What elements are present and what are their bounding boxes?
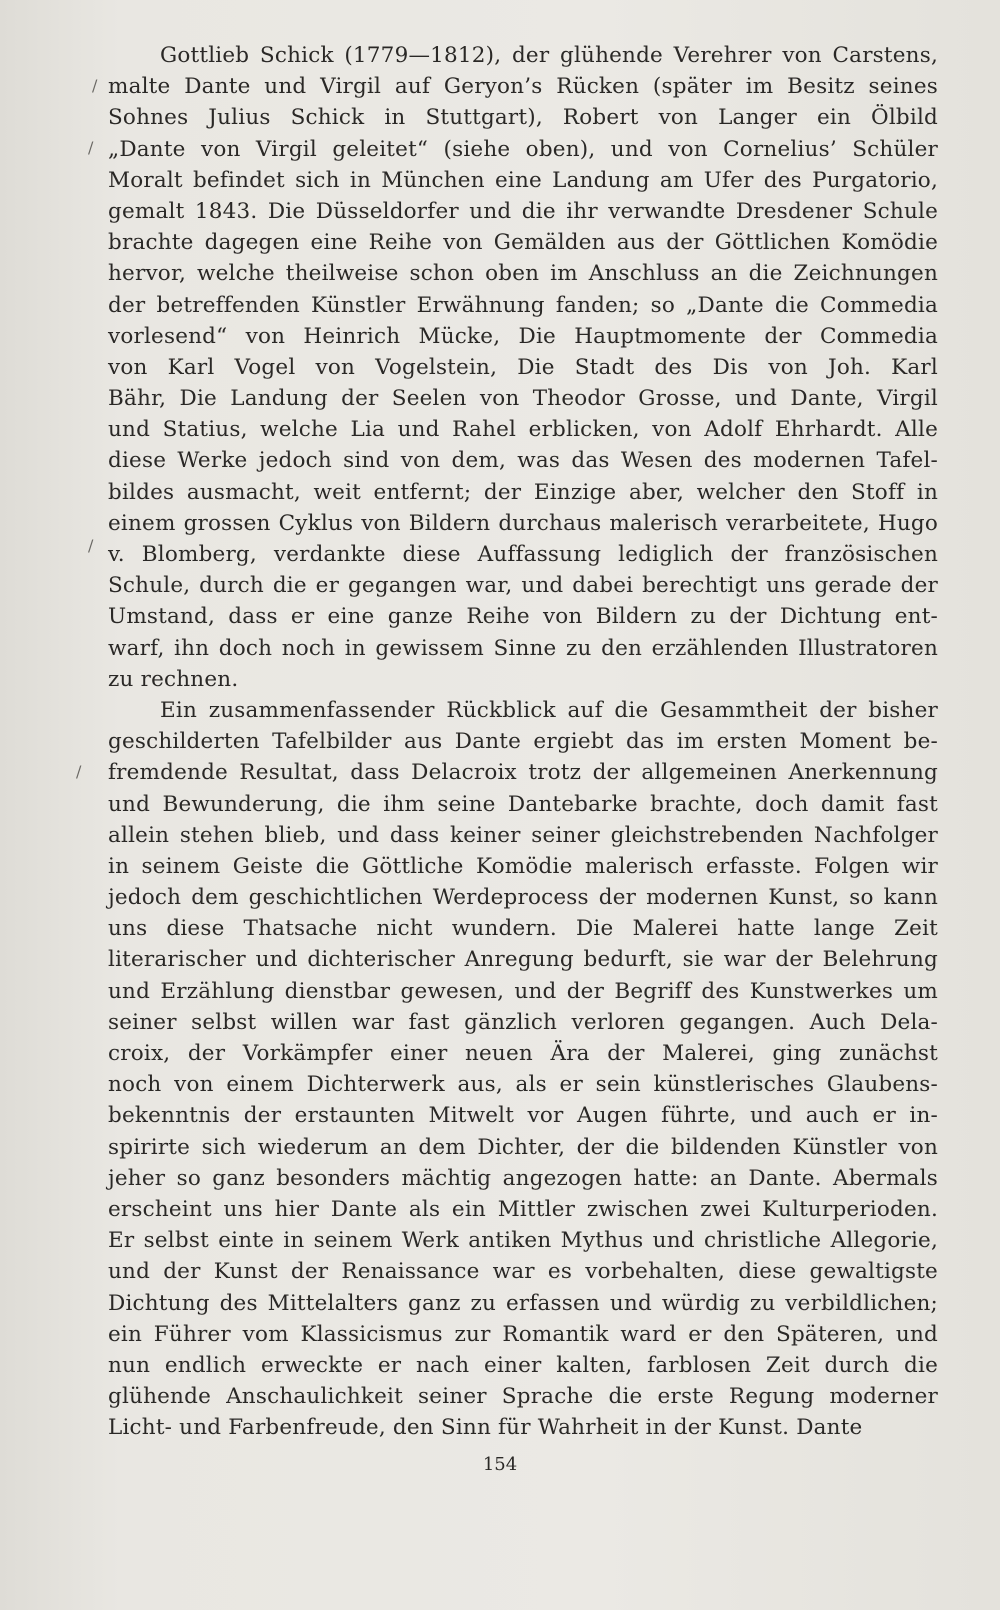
text-line: Bähr, Die Landung der Seelen von Theodor Grosse, und Dante, Virgil xyxy=(108,386,938,412)
body-text xyxy=(108,40,938,1443)
text-line: croix, der Vorkämpfer einer neuen Ära der Malerei, ging zunächst xyxy=(108,1041,938,1066)
text-line: einem grossen Cyklus von Bildern durchaus malerisch verarbeitete, Hugo xyxy=(108,510,938,536)
margin-pencil-mark: / xyxy=(92,76,98,95)
text-line: zu rechnen. xyxy=(108,666,239,692)
text-line: Schule, durch die er gegangen war, und dabei berechtigt uns gerade der xyxy=(108,573,938,599)
text-line: erscheint uns hier Dante als ein Mittler zwischen zwei Kulturperioden. xyxy=(108,1196,938,1222)
text-line: Licht- und Farbenfreude, den Sinn für Wahrheit in der Kunst. Dante xyxy=(108,1415,863,1441)
text-line: geschilderten Tafelbilder aus Dante ergiebt das im ersten Moment be- xyxy=(108,729,938,755)
text-line: v. Blomberg, verdankte diese Auffassung lediglich der französischen xyxy=(108,542,938,567)
text-line: Moralt befindet sich in München eine Landung am Ufer des Purgatorio, xyxy=(108,167,938,193)
text-line: und Statius, welche Lia und Rahel erblicken, von Adolf Ehrhardt. Alle xyxy=(108,417,938,443)
paragraph xyxy=(108,695,938,1444)
text-line: spirirte sich wiederum an dem Dichter, der die bildenden Künstler von xyxy=(108,1134,938,1160)
text-line: jedoch dem geschichtlichen Werdeprocess der modernen Kunst, so kann xyxy=(108,885,938,911)
text-line: gemalt 1843. Die Düsseldorfer und die ihr verwandte Dresdener Schule xyxy=(108,198,938,224)
text-line: von Karl Vogel von Vogelstein, Die Stadt des Dis von Joh. Karl xyxy=(108,354,938,380)
text-line: und der Kunst der Renaissance war es vorbehalten, diese gewaltigste xyxy=(108,1259,938,1285)
margin-pencil-mark: / xyxy=(76,762,82,781)
text-line: bildes ausmacht, weit entfernt; der Einzige aber, welcher den Stoff in xyxy=(108,479,938,505)
text-line: jeher so ganz besonders mächtig angezogen hatte: an Dante. Abermals xyxy=(108,1165,938,1191)
text-line: und Bewunderung, die ihm seine Dantebarke brachte, doch damit fast xyxy=(108,791,938,817)
margin-pencil-mark: / xyxy=(88,138,94,157)
text-line: Sohnes Julius Schick in Stuttgart), Robert von Langer ein Ölbild xyxy=(108,105,938,131)
text-line: „Dante von Virgil geleitet“ (siehe oben), und von Cornelius’ Schüler xyxy=(108,136,938,162)
text-line: in seinem Geiste die Göttliche Komödie malerisch erfasste. Folgen wir xyxy=(108,853,938,879)
text-line: Gottlieb Schick (1779—1812), der glühende Verehrer von Carstens, xyxy=(160,43,938,68)
text-line: und Erzählung dienstbar gewesen, und der Begriff des Kunstwerkes um xyxy=(108,978,938,1004)
text-line: glühende Anschaulichkeit seiner Sprache die erste Regung moderner xyxy=(108,1384,938,1410)
text-line: nun endlich erweckte er nach einer kalten, farblosen Zeit durch die xyxy=(108,1352,938,1378)
page-number: 154 xyxy=(482,1454,518,1475)
text-line: seiner selbst willen war fast gänzlich verloren gegangen. Auch Dela- xyxy=(108,1009,938,1035)
text-line: fremdende Resultat, dass Delacroix trotz der allgemeinen Anerkennung xyxy=(108,760,938,786)
text-line: warf, ihn doch noch in gewissem Sinne zu den erzählenden Illustratoren xyxy=(108,635,938,661)
text-line: bekenntnis der erstaunten Mitwelt vor Augen führte, und auch er in- xyxy=(108,1103,938,1129)
text-line: Ein zusammenfassender Rückblick auf die Gesammtheit der bisher xyxy=(160,697,938,723)
text-line: noch von einem Dichterwerk aus, als er sein künstlerisches Glaubens- xyxy=(108,1072,938,1098)
text-line: malte Dante und Virgil auf Geryon’s Rücken (später im Besitz seines xyxy=(108,74,938,100)
text-line: Dichtung des Mittelalters ganz zu erfassen und würdig zu verbildlichen; xyxy=(108,1290,938,1316)
text-line: uns diese Thatsache nicht wundern. Die Malerei hatte lange Zeit xyxy=(108,916,938,942)
margin-pencil-mark: / xyxy=(88,536,94,555)
text-line: hervor, welche theilweise schon oben im Anschluss an die Zeichnungen xyxy=(108,261,938,287)
text-line: Er selbst einte in seinem Werk antiken Mythus und christliche Allegorie, xyxy=(108,1228,938,1254)
text-line: diese Werke jedoch sind von dem, was das Wesen des modernen Tafel- xyxy=(108,448,938,474)
text-line: der betreffenden Künstler Erwähnung fanden; so „Dante die Commedia xyxy=(108,292,938,318)
text-line: ein Führer vom Klassicismus zur Romantik ward er den Späteren, und xyxy=(108,1321,938,1347)
paragraph xyxy=(108,40,938,695)
text-line: literarischer und dichterischer Anregung bedurft, sie war der Belehrung xyxy=(108,947,938,973)
text-line: Umstand, dass er eine ganze Reihe von Bildern zu der Dichtung ent- xyxy=(108,604,938,630)
text-line: brachte dagegen eine Reihe von Gemälden aus der Göttlichen Komödie xyxy=(108,230,938,256)
text-line: allein stehen blieb, und dass keiner seiner gleichstrebenden Nachfolger xyxy=(108,822,938,848)
text-line: vorlesend“ von Heinrich Mücke, Die Hauptmomente der Commedia xyxy=(108,323,938,349)
